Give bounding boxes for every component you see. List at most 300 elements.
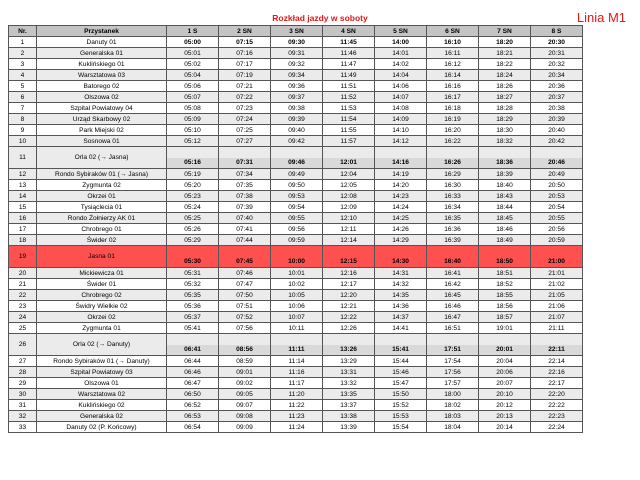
departure-time: 15:44 (375, 356, 427, 367)
stop-number: 10 (9, 136, 37, 147)
departure-time: 18:30 (479, 125, 531, 136)
table-row (9, 367, 583, 378)
spacer-cell (427, 334, 479, 345)
departure-time: 06:47 (167, 378, 219, 389)
departure-time: 05:04 (167, 70, 219, 81)
departure-time: 10:05 (271, 290, 323, 301)
table-row (9, 312, 583, 323)
table-row (9, 169, 583, 180)
table-row (9, 191, 583, 202)
column-header: Przystanek (37, 26, 167, 37)
departure-time: 18:50 (479, 257, 531, 268)
departure-time: 16:12 (427, 59, 479, 70)
table-row (9, 180, 583, 191)
departure-time: 18:43 (479, 191, 531, 202)
table-row (9, 356, 583, 367)
stop-number: 21 (9, 279, 37, 290)
departure-time: 09:40 (271, 125, 323, 136)
table-row (9, 301, 583, 312)
departure-time: 15:50 (375, 389, 427, 400)
stop-name: Świder 01 (37, 279, 167, 290)
stop-number: 19 (9, 246, 37, 268)
departure-time: 10:07 (271, 312, 323, 323)
spacer-cell (323, 334, 375, 345)
stop-number: 31 (9, 400, 37, 411)
departure-time: 05:06 (167, 81, 219, 92)
header-row (9, 26, 583, 37)
departure-time: 14:23 (375, 191, 427, 202)
departure-time: 14:37 (375, 312, 427, 323)
departure-time: 18:55 (479, 290, 531, 301)
spacer-cell (375, 334, 427, 345)
stop-name: Batorego 02 (37, 81, 167, 92)
departure-time: 12:17 (323, 279, 375, 290)
stop-name: Sosnowa 01 (37, 136, 167, 147)
departure-time: 18:56 (479, 301, 531, 312)
table-row (9, 59, 583, 70)
departure-time: 18:26 (479, 81, 531, 92)
stop-name: Generalska 02 (37, 411, 167, 422)
departure-time: 22:20 (531, 389, 583, 400)
departure-time: 12:15 (323, 257, 375, 268)
departure-time: 07:44 (219, 235, 271, 246)
departure-time: 11:47 (323, 59, 375, 70)
departure-time: 09:37 (271, 92, 323, 103)
departure-time: 09:32 (271, 59, 323, 70)
departure-time: 14:04 (375, 70, 427, 81)
stop-name: Tysiąclecia 01 (37, 202, 167, 213)
departure-time: 05:20 (167, 180, 219, 191)
stop-number: 18 (9, 235, 37, 246)
table-row (9, 246, 583, 257)
stop-number: 14 (9, 191, 37, 202)
departure-time: 20:53 (531, 191, 583, 202)
departure-time: 06:52 (167, 400, 219, 411)
stop-number: 8 (9, 114, 37, 125)
departure-time: 22:14 (531, 356, 583, 367)
stop-name: Zygmunta 02 (37, 180, 167, 191)
departure-time: 05:08 (167, 103, 219, 114)
stop-number: 1 (9, 37, 37, 48)
departure-time: 15:52 (375, 400, 427, 411)
departure-time: 07:56 (219, 323, 271, 334)
line-label: Linia M1 (576, 10, 626, 25)
departure-time: 20:50 (531, 180, 583, 191)
departure-time: 13:37 (323, 400, 375, 411)
departure-time: 07:50 (219, 290, 271, 301)
departure-time: 14:08 (375, 103, 427, 114)
departure-time: 21:01 (531, 268, 583, 279)
departure-time: 18:45 (479, 213, 531, 224)
departure-time: 18:24 (479, 70, 531, 81)
departure-time: 18:36 (479, 158, 531, 169)
departure-time: 05:00 (167, 37, 219, 48)
departure-time: 20:56 (531, 224, 583, 235)
stop-number: 2 (9, 48, 37, 59)
departure-time: 05:07 (167, 92, 219, 103)
departure-time: 05:30 (167, 257, 219, 268)
departure-time: 06:44 (167, 356, 219, 367)
departure-time: 05:26 (167, 224, 219, 235)
departure-time: 14:06 (375, 81, 427, 92)
departure-time: 18:32 (479, 136, 531, 147)
stop-number: 24 (9, 312, 37, 323)
departure-time: 09:07 (219, 400, 271, 411)
stop-number: 26 (9, 334, 37, 356)
spacer-cell (219, 246, 271, 257)
spacer-cell (375, 246, 427, 257)
departure-time: 11:53 (323, 103, 375, 114)
table-row (9, 125, 583, 136)
departure-time: 11:23 (271, 411, 323, 422)
departure-time: 20:10 (479, 389, 531, 400)
departure-time: 14:41 (375, 323, 427, 334)
table-row (9, 323, 583, 334)
table-row (9, 378, 583, 389)
departure-time: 20:34 (531, 70, 583, 81)
departure-time: 05:41 (167, 323, 219, 334)
departure-time: 18:02 (427, 400, 479, 411)
stop-name: Chrobrego 01 (37, 224, 167, 235)
column-header: Nr. (9, 26, 37, 37)
timetable (8, 25, 583, 433)
departure-time: 05:12 (167, 136, 219, 147)
departure-time: 10:11 (271, 323, 323, 334)
departure-time: 16:42 (427, 279, 479, 290)
spacer-cell (219, 147, 271, 158)
departure-time: 09:42 (271, 136, 323, 147)
departure-time: 15:41 (375, 345, 427, 356)
departure-time: 20:59 (531, 235, 583, 246)
stop-number: 3 (9, 59, 37, 70)
departure-time: 16:41 (427, 268, 479, 279)
spacer-cell (167, 246, 219, 257)
table-row (9, 114, 583, 125)
departure-time: 10:00 (271, 257, 323, 268)
departure-time: 05:32 (167, 279, 219, 290)
table-row (9, 48, 583, 59)
table-row (9, 92, 583, 103)
departure-time: 16:20 (427, 125, 479, 136)
departure-time: 16:36 (427, 224, 479, 235)
departure-time: 20:36 (531, 81, 583, 92)
departure-time: 18:46 (479, 224, 531, 235)
stop-number: 20 (9, 268, 37, 279)
departure-time: 16:26 (427, 158, 479, 169)
stop-name: Zygmunta 01 (37, 323, 167, 334)
departure-time: 14:32 (375, 279, 427, 290)
departure-time: 05:25 (167, 213, 219, 224)
stop-number: 13 (9, 180, 37, 191)
departure-time: 22:22 (531, 400, 583, 411)
departure-time: 06:46 (167, 367, 219, 378)
departure-time: 09:39 (271, 114, 323, 125)
departure-time: 07:15 (219, 37, 271, 48)
departure-time: 12:11 (323, 224, 375, 235)
departure-time: 06:54 (167, 422, 219, 433)
column-header: 1 S (167, 26, 219, 37)
departure-time: 22:24 (531, 422, 583, 433)
departure-time: 12:14 (323, 235, 375, 246)
departure-time: 11:16 (271, 367, 323, 378)
table-row (9, 81, 583, 92)
departure-time: 16:18 (427, 103, 479, 114)
table-row (9, 334, 583, 345)
table-row (9, 136, 583, 147)
departure-time: 08:56 (219, 345, 271, 356)
departure-time: 18:20 (479, 37, 531, 48)
departure-time: 12:22 (323, 312, 375, 323)
departure-time: 12:08 (323, 191, 375, 202)
departure-time: 16:30 (427, 180, 479, 191)
departure-time: 21:07 (531, 312, 583, 323)
table-row (9, 268, 583, 279)
departure-time: 15:53 (375, 411, 427, 422)
departure-time: 07:27 (219, 136, 271, 147)
departure-time: 16:45 (427, 290, 479, 301)
departure-time: 11:24 (271, 422, 323, 433)
stop-name: Rondo Żołnierzy AK 01 (37, 213, 167, 224)
departure-time: 15:47 (375, 378, 427, 389)
departure-time: 09:53 (271, 191, 323, 202)
departure-time: 05:35 (167, 290, 219, 301)
spacer-cell (271, 246, 323, 257)
departure-time: 22:11 (531, 345, 583, 356)
table-row (9, 202, 583, 213)
departure-time: 09:55 (271, 213, 323, 224)
departure-time: 09:34 (271, 70, 323, 81)
departure-time: 11:20 (271, 389, 323, 400)
departure-time: 20:14 (479, 422, 531, 433)
spacer-cell (531, 246, 583, 257)
departure-time: 12:05 (323, 180, 375, 191)
stop-number: 6 (9, 92, 37, 103)
stop-number: 17 (9, 224, 37, 235)
departure-time: 05:16 (167, 158, 219, 169)
departure-time: 11:14 (271, 356, 323, 367)
departure-time: 07:52 (219, 312, 271, 323)
timetable-body (9, 37, 583, 433)
spacer-cell (219, 334, 271, 345)
departure-time: 19:01 (479, 323, 531, 334)
departure-time: 11:11 (271, 345, 323, 356)
departure-time: 14:35 (375, 290, 427, 301)
departure-time: 07:45 (219, 257, 271, 268)
departure-time: 14:19 (375, 169, 427, 180)
stop-name: Danuty 01 (37, 37, 167, 48)
departure-time: 16:39 (427, 235, 479, 246)
stop-number: 12 (9, 169, 37, 180)
departure-time: 16:34 (427, 202, 479, 213)
departure-time: 06:41 (167, 345, 219, 356)
departure-time: 22:23 (531, 411, 583, 422)
departure-time: 16:47 (427, 312, 479, 323)
spacer-cell (479, 334, 531, 345)
table-row (9, 235, 583, 246)
stop-name: Świder 02 (37, 235, 167, 246)
stop-name: Orla 02 (→ Danuty) (37, 334, 167, 356)
departure-time: 09:30 (271, 37, 323, 48)
departure-time: 05:10 (167, 125, 219, 136)
departure-time: 09:54 (271, 202, 323, 213)
stop-number: 4 (9, 70, 37, 81)
stop-number: 23 (9, 301, 37, 312)
departure-time: 18:40 (479, 180, 531, 191)
departure-time: 16:51 (427, 323, 479, 334)
departure-time: 14:01 (375, 48, 427, 59)
departure-time: 20:12 (479, 400, 531, 411)
departure-time: 17:51 (427, 345, 479, 356)
stop-number: 29 (9, 378, 37, 389)
departure-time: 20:54 (531, 202, 583, 213)
departure-time: 18:49 (479, 235, 531, 246)
spacer-cell (531, 334, 583, 345)
departure-time: 18:44 (479, 202, 531, 213)
departure-time: 07:19 (219, 70, 271, 81)
departure-time: 20:01 (479, 345, 531, 356)
spacer-cell (323, 147, 375, 158)
stop-name: Rondo Sybiraków 01 (→ Jasna) (37, 169, 167, 180)
departure-time: 20:31 (531, 48, 583, 59)
stop-name: Kuklińskiego 02 (37, 400, 167, 411)
stop-number: 33 (9, 422, 37, 433)
departure-time: 17:54 (427, 356, 479, 367)
departure-time: 14:36 (375, 301, 427, 312)
departure-time: 18:03 (427, 411, 479, 422)
departure-time: 18:04 (427, 422, 479, 433)
stop-name: Urząd Skarbowy 02 (37, 114, 167, 125)
spacer-cell (427, 246, 479, 257)
departure-time: 18:57 (479, 312, 531, 323)
stop-name: Warsztatowa 03 (37, 70, 167, 81)
departure-time: 20:42 (531, 136, 583, 147)
departure-time: 14:02 (375, 59, 427, 70)
departure-time: 07:51 (219, 301, 271, 312)
departure-time: 14:20 (375, 180, 427, 191)
departure-time: 11:49 (323, 70, 375, 81)
departure-time: 17:57 (427, 378, 479, 389)
departure-time: 10:06 (271, 301, 323, 312)
departure-time: 07:31 (219, 158, 271, 169)
departure-time: 11:52 (323, 92, 375, 103)
departure-time: 05:01 (167, 48, 219, 59)
departure-time: 16:22 (427, 136, 479, 147)
stop-number: 5 (9, 81, 37, 92)
departure-time: 16:35 (427, 213, 479, 224)
stop-name: Mickiewicza 01 (37, 268, 167, 279)
departure-time: 16:17 (427, 92, 479, 103)
departure-time: 07:34 (219, 169, 271, 180)
departure-time: 20:07 (479, 378, 531, 389)
table-row (9, 147, 583, 158)
departure-time: 07:35 (219, 180, 271, 191)
departure-time: 09:59 (271, 235, 323, 246)
departure-time: 16:19 (427, 114, 479, 125)
departure-time: 22:16 (531, 367, 583, 378)
departure-time: 07:41 (219, 224, 271, 235)
departure-time: 16:40 (427, 257, 479, 268)
departure-time: 13:26 (323, 345, 375, 356)
departure-time: 07:47 (219, 279, 271, 290)
spacer-cell (375, 147, 427, 158)
departure-time: 08:59 (219, 356, 271, 367)
stop-name: Chrobrego 02 (37, 290, 167, 301)
departure-time: 05:09 (167, 114, 219, 125)
stop-name: Orla 02 (→ Jasna) (37, 147, 167, 169)
departure-time: 12:21 (323, 301, 375, 312)
stop-name: Generalska 01 (37, 48, 167, 59)
departure-time: 05:24 (167, 202, 219, 213)
departure-time: 14:29 (375, 235, 427, 246)
departure-time: 18:21 (479, 48, 531, 59)
departure-time: 11:17 (271, 378, 323, 389)
departure-time: 11:22 (271, 400, 323, 411)
departure-time: 05:29 (167, 235, 219, 246)
spacer-cell (323, 246, 375, 257)
spacer-cell (167, 147, 219, 158)
departure-time: 21:06 (531, 301, 583, 312)
departure-time: 21:05 (531, 290, 583, 301)
table-row (9, 389, 583, 400)
stop-number: 16 (9, 213, 37, 224)
departure-time: 14:16 (375, 158, 427, 169)
departure-time: 06:53 (167, 411, 219, 422)
departure-time: 07:46 (219, 268, 271, 279)
departure-time: 20:39 (531, 114, 583, 125)
departure-time: 07:24 (219, 114, 271, 125)
departure-time: 07:39 (219, 202, 271, 213)
table-row (9, 290, 583, 301)
departure-time: 20:37 (531, 92, 583, 103)
stop-name: Szpital Powiatowy 03 (37, 367, 167, 378)
departure-time: 14:12 (375, 136, 427, 147)
stop-name: Olszowa 02 (37, 92, 167, 103)
departure-time: 16:29 (427, 169, 479, 180)
departure-time: 18:28 (479, 103, 531, 114)
departure-time: 14:10 (375, 125, 427, 136)
departure-time: 14:31 (375, 268, 427, 279)
departure-time: 14:26 (375, 224, 427, 235)
departure-time: 09:02 (219, 378, 271, 389)
spacer-cell (271, 334, 323, 345)
departure-time: 11:55 (323, 125, 375, 136)
stop-name: Warsztatowa 02 (37, 389, 167, 400)
departure-time: 12:16 (323, 268, 375, 279)
departure-time: 18:39 (479, 169, 531, 180)
departure-time: 07:38 (219, 191, 271, 202)
stop-number: 27 (9, 356, 37, 367)
spacer-cell (427, 147, 479, 158)
departure-time: 11:54 (323, 114, 375, 125)
departure-time: 16:16 (427, 81, 479, 92)
table-row (9, 224, 583, 235)
departure-time: 12:09 (323, 202, 375, 213)
departure-time: 12:01 (323, 158, 375, 169)
departure-time: 18:27 (479, 92, 531, 103)
column-header: 7 SN (479, 26, 531, 37)
departure-time: 05:37 (167, 312, 219, 323)
departure-time: 22:17 (531, 378, 583, 389)
table-row (9, 400, 583, 411)
departure-time: 18:51 (479, 268, 531, 279)
departure-time: 20:06 (479, 367, 531, 378)
departure-time: 11:46 (323, 48, 375, 59)
spacer-cell (271, 147, 323, 158)
departure-time: 13:35 (323, 389, 375, 400)
departure-time: 10:01 (271, 268, 323, 279)
column-header: 2 SN (219, 26, 271, 37)
departure-time: 06:50 (167, 389, 219, 400)
